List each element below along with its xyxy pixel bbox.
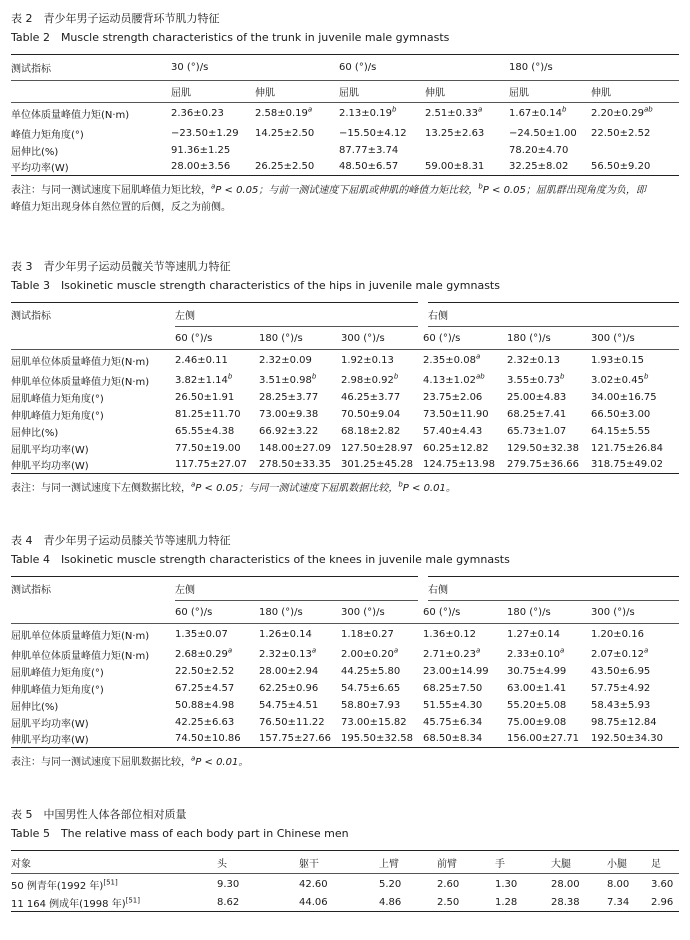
table-5 bbox=[11, 808, 679, 912]
table-cell: 2.32±0.13 bbox=[507, 355, 560, 367]
significance-mark: b bbox=[311, 372, 317, 381]
table-3-grid bbox=[11, 302, 679, 474]
table-row bbox=[11, 350, 679, 372]
table-cell: 70.50±9.04 bbox=[341, 408, 401, 420]
table-cell: 3.02±0.45$^b$ bbox=[591, 372, 649, 386]
table-cell: 127.50±28.97 bbox=[341, 442, 413, 454]
table-5-caption-en: Table 5 The relative mass of each body part in Chinese men bbox=[11, 827, 349, 840]
table-cell: 46.25±3.77 bbox=[341, 391, 401, 403]
row-label: 伸肌平均功率(W) bbox=[11, 461, 89, 473]
significance-mark: a bbox=[643, 646, 649, 655]
table-cell: 3.82±1.14$^b$ bbox=[175, 372, 233, 386]
table-row bbox=[11, 646, 679, 663]
table-row bbox=[11, 731, 679, 748]
column-header: 上臂 bbox=[379, 858, 399, 870]
table-cell: 4.86 bbox=[379, 897, 402, 909]
column-header: 伸肌 bbox=[255, 88, 275, 99]
table-4 bbox=[11, 534, 679, 771]
table-cell: 73.00±9.38 bbox=[259, 408, 319, 420]
table-cell: 98.75±12.84 bbox=[591, 716, 657, 728]
table-3 bbox=[11, 260, 679, 497]
significance-mark: a bbox=[559, 646, 565, 655]
table-cell: 117.75±27.07 bbox=[175, 459, 247, 471]
table-cell: 68.50±8.34 bbox=[423, 733, 483, 745]
table-cell: 8.62 bbox=[217, 897, 240, 909]
table-cell: 91.36±1.25 bbox=[171, 144, 231, 156]
column-header: 300 (°)/s bbox=[591, 332, 635, 344]
significance-mark: b bbox=[393, 372, 399, 381]
table-cell: 318.75±49.02 bbox=[591, 459, 664, 471]
table-row bbox=[11, 372, 679, 389]
table-cell: 157.75±27.66 bbox=[259, 733, 331, 745]
column-header: 对象 bbox=[11, 858, 31, 870]
significance-mark: ab bbox=[643, 105, 653, 114]
column-header: 300 (°)/s bbox=[341, 332, 385, 344]
table-cell: 2.96 bbox=[651, 897, 674, 909]
row-label: 屈肌单位体质量峰值力矩(N·m) bbox=[11, 631, 150, 643]
column-header: 60 (°)/s bbox=[423, 332, 461, 344]
table-cell: 23.00±14.99 bbox=[423, 665, 489, 677]
table-cell: 57.75±4.92 bbox=[591, 682, 651, 694]
table-row bbox=[11, 714, 679, 731]
row-label: 峰值力矩角度(°) bbox=[11, 129, 84, 141]
group-header: 180 (°)/s bbox=[509, 55, 679, 81]
row-label: 伸肌单位体质量峰值力矩(N·m) bbox=[11, 376, 150, 388]
column-header: 屈肌 bbox=[171, 88, 191, 99]
table-cell: 42.25±6.63 bbox=[175, 716, 235, 728]
table-cell: 23.75±2.06 bbox=[423, 391, 483, 403]
table-cell: 9.30 bbox=[217, 878, 240, 890]
table-cell: 278.50±33.35 bbox=[259, 459, 331, 471]
table-cell: 14.25±2.50 bbox=[255, 127, 315, 139]
table-row bbox=[11, 389, 679, 406]
table-cell: 1.26±0.14 bbox=[259, 629, 312, 641]
table-4-caption-en: Table 4 Isokinetic muscle strength characteristics of the knees in juvenile male gymnasts bbox=[11, 553, 510, 566]
table-row bbox=[11, 457, 679, 474]
table-cell: 68.18±2.82 bbox=[341, 425, 401, 437]
table-row bbox=[11, 103, 679, 125]
table-cell: 8.00 bbox=[607, 878, 630, 890]
column-header: 伸肌 bbox=[591, 88, 612, 99]
significance-mark: a bbox=[475, 352, 481, 361]
table-cell: 2.58±0.19$^a$ bbox=[255, 105, 313, 120]
table-cell: 121.75±26.84 bbox=[591, 442, 664, 454]
table-cell: 81.25±11.70 bbox=[175, 408, 241, 420]
table-cell: 1.27±0.14 bbox=[507, 629, 560, 641]
column-header: 伸肌 bbox=[425, 88, 446, 99]
table-3-caption-en: Table 3 Isokinetic muscle strength characteristics of the hips in juvenile male gymnasts bbox=[11, 279, 500, 292]
table-row bbox=[11, 125, 679, 142]
table-cell: 26.25±2.50 bbox=[255, 161, 315, 173]
table-cell: 1.35±0.07 bbox=[175, 629, 228, 641]
significance-mark: b bbox=[227, 372, 233, 381]
table-cell: 66.92±3.22 bbox=[259, 425, 319, 437]
table-cell: 73.00±15.82 bbox=[341, 716, 407, 728]
table-cell: 4.13±1.02$^{ab}$ bbox=[423, 372, 485, 386]
table-cell: 76.50±11.22 bbox=[259, 716, 325, 728]
table-5-grid bbox=[11, 850, 679, 912]
column-header: 180 (°)/s bbox=[507, 332, 551, 344]
table-cell: 28.00±3.56 bbox=[171, 161, 231, 173]
table-4-caption-cn: 表 4 青少年男子运动员膝关节等速肌力特征 bbox=[11, 534, 231, 547]
table-cell: 1.30 bbox=[495, 878, 518, 890]
table-cell: 2.00±0.20$^a$ bbox=[341, 646, 399, 660]
table-4-note: 表注：与同一测试速度下屈肌数据比较，$^a$P < 0.01。 bbox=[11, 754, 249, 768]
table-cell: 156.00±27.71 bbox=[507, 733, 580, 745]
table-cell: 1.93±0.15 bbox=[591, 355, 644, 367]
table-cell: 2.46±0.11 bbox=[175, 355, 228, 367]
row-label: 单位体质量峰值力矩(N·m) bbox=[11, 110, 130, 122]
table-2-caption-en: Table 2 Muscle strength characteristics of the trunk in juvenile male gymnasts bbox=[11, 31, 450, 44]
table-cell: 1.92±0.13 bbox=[341, 355, 394, 367]
table-cell: 51.55±4.30 bbox=[423, 699, 483, 711]
column-header: 前臂 bbox=[437, 858, 457, 870]
table-cell: 2.71±0.23$^a$ bbox=[423, 646, 481, 660]
table-cell: 54.75±6.65 bbox=[341, 682, 401, 694]
table-cell: 1.18±0.27 bbox=[341, 629, 394, 641]
table-cell bbox=[255, 142, 339, 159]
table-row bbox=[11, 440, 679, 457]
table-cell: 74.50±10.86 bbox=[175, 733, 241, 745]
header-cell: 测试指标 bbox=[11, 311, 51, 323]
table-cell: 68.25±7.50 bbox=[423, 682, 483, 694]
row-label: 屈肌峰值力矩角度(°) bbox=[11, 393, 104, 405]
group-header: 右侧 bbox=[423, 303, 679, 327]
table-cell: −24.50±1.00 bbox=[509, 127, 577, 139]
table-row bbox=[11, 874, 679, 895]
table-cell: 2.07±0.12$^a$ bbox=[591, 646, 649, 660]
table-cell: 64.15±5.55 bbox=[591, 425, 651, 437]
column-header: 60 (°)/s bbox=[175, 606, 213, 618]
significance-mark: a bbox=[307, 105, 313, 114]
row-label: 伸肌单位体质量峰值力矩(N·m) bbox=[11, 650, 150, 662]
table-cell: 43.50±6.95 bbox=[591, 665, 651, 677]
table-cell: 2.32±0.09 bbox=[259, 355, 312, 367]
row-label: 50 例青年(1992 年)[51] bbox=[11, 878, 118, 892]
table-2-note: 表注：与同一测试速度下屈肌峰值力矩比较，$^a$P < 0.05；与前一测试速度下屈肌或伸肌的峰值力矩比较，$^b$P < 0.05；屈肌群出现角度为负，即 峰值力矩出现身体自然位置的后侧，反之为前侧。 bbox=[11, 182, 646, 213]
row-label: 伸肌峰值力矩角度(°) bbox=[11, 410, 104, 422]
column-header: 300 (°)/s bbox=[591, 606, 635, 618]
table-cell: 279.75±36.66 bbox=[507, 459, 580, 471]
table-cell: 32.25±8.02 bbox=[509, 161, 569, 173]
table-cell: 192.50±34.30 bbox=[591, 733, 664, 745]
reference-mark: [51] bbox=[125, 896, 140, 905]
table-cell bbox=[591, 142, 679, 159]
table-cell: 129.50±32.38 bbox=[507, 442, 580, 454]
table-cell: 45.75±6.34 bbox=[423, 716, 483, 728]
table-cell: 22.50±2.52 bbox=[591, 127, 651, 139]
table-cell: 55.20±5.08 bbox=[507, 699, 567, 711]
table-cell: 62.25±0.96 bbox=[259, 682, 319, 694]
table-cell: 28.00±2.94 bbox=[259, 665, 319, 677]
row-label: 屈肌单位体质量峰值力矩(N·m) bbox=[11, 357, 150, 369]
column-header: 屈肌 bbox=[339, 88, 360, 99]
table-cell: 1.28 bbox=[495, 897, 518, 909]
table-cell: 68.25±7.41 bbox=[507, 408, 567, 420]
column-header: 躯干 bbox=[299, 858, 319, 870]
significance-mark: a bbox=[311, 646, 317, 655]
table-cell: 3.55±0.73$^b$ bbox=[507, 372, 565, 386]
table-cell: 2.51±0.33$^a$ bbox=[425, 105, 483, 120]
table-cell: 58.80±7.93 bbox=[341, 699, 401, 711]
significance-mark: b bbox=[561, 105, 567, 114]
significance-mark: a bbox=[227, 646, 233, 655]
table-cell: 28.38 bbox=[551, 897, 580, 909]
table-cell: 60.25±12.82 bbox=[423, 442, 489, 454]
table-cell: 2.60 bbox=[437, 878, 460, 890]
table-cell: 7.34 bbox=[607, 897, 630, 909]
table-2-caption-cn: 表 2 青少年男子运动员腰背环节肌力特征 bbox=[11, 12, 220, 25]
row-label: 屈肌平均功率(W) bbox=[11, 444, 89, 456]
significance-mark: a bbox=[393, 646, 399, 655]
row-label: 屈伸比(%) bbox=[11, 146, 59, 158]
table-row bbox=[11, 142, 679, 159]
table-cell: 50.88±4.98 bbox=[175, 699, 235, 711]
column-header: 180 (°)/s bbox=[507, 606, 551, 618]
significance-mark: a bbox=[475, 646, 481, 655]
table-cell: 2.13±0.19$^b$ bbox=[339, 105, 397, 120]
row-label: 平均功率(W) bbox=[11, 163, 69, 175]
table-cell: 28.25±3.77 bbox=[259, 391, 319, 403]
column-header: 180 (°)/s bbox=[259, 332, 303, 344]
table-cell: 2.35±0.08$^a$ bbox=[423, 352, 481, 367]
table-cell: 77.50±19.00 bbox=[175, 442, 241, 454]
table-cell: 2.50 bbox=[437, 897, 460, 909]
table-cell: 65.55±4.38 bbox=[175, 425, 235, 437]
table-row bbox=[11, 406, 679, 423]
row-label: 屈肌峰值力矩角度(°) bbox=[11, 667, 104, 679]
table-cell: 28.00 bbox=[551, 878, 580, 890]
table-cell: 124.75±13.98 bbox=[423, 459, 496, 471]
group-header: 右侧 bbox=[423, 577, 679, 601]
row-label: 屈肌平均功率(W) bbox=[11, 718, 89, 730]
table-cell: 1.67±0.14$^b$ bbox=[509, 105, 567, 120]
table-2-grid bbox=[11, 54, 679, 176]
table-cell: 2.68±0.29$^a$ bbox=[175, 646, 233, 660]
table-row bbox=[11, 624, 679, 646]
group-header: 左侧 bbox=[175, 303, 423, 327]
significance-mark: b bbox=[559, 372, 565, 381]
row-label: 11 164 例成年(1998 年)[51] bbox=[11, 896, 140, 911]
table-3-caption-cn: 表 3 青少年男子运动员髋关节等速肌力特征 bbox=[11, 260, 231, 273]
table-cell: 301.25±45.28 bbox=[341, 459, 413, 471]
table-2 bbox=[11, 12, 679, 216]
table-cell: 67.25±4.57 bbox=[175, 682, 235, 694]
table-cell: 73.50±11.90 bbox=[423, 408, 489, 420]
table-row bbox=[11, 663, 679, 680]
table-row bbox=[11, 680, 679, 697]
table-cell: 75.00±9.08 bbox=[507, 716, 567, 728]
row-label: 屈伸比(%) bbox=[11, 701, 59, 713]
table-row bbox=[11, 423, 679, 440]
header-cell: 测试指标 bbox=[11, 55, 171, 81]
table-cell: 2.32±0.13$^a$ bbox=[259, 646, 317, 660]
table-cell: 25.00±4.83 bbox=[507, 391, 567, 403]
column-header: 60 (°)/s bbox=[423, 606, 461, 618]
table-cell: 34.00±16.75 bbox=[591, 391, 657, 403]
group-header: 左侧 bbox=[175, 577, 423, 601]
significance-mark: b bbox=[643, 372, 649, 381]
table-5-caption-cn: 表 5 中国男性人体各部位相对质量 bbox=[11, 808, 187, 821]
table-cell: 65.73±1.07 bbox=[507, 425, 567, 437]
table-cell: 13.25±2.63 bbox=[425, 127, 485, 139]
column-header: 手 bbox=[495, 858, 505, 870]
table-cell: 56.50±9.20 bbox=[591, 161, 651, 173]
table-cell: 63.00±1.41 bbox=[507, 682, 567, 694]
row-label: 伸肌平均功率(W) bbox=[11, 735, 89, 747]
table-cell: 42.60 bbox=[299, 878, 328, 890]
column-header: 足 bbox=[651, 858, 661, 870]
significance-mark: b bbox=[391, 105, 397, 114]
row-label: 屈伸比(%) bbox=[11, 427, 59, 439]
table-cell bbox=[425, 142, 509, 159]
column-header: 60 (°)/s bbox=[175, 332, 213, 344]
table-cell: 148.00±27.09 bbox=[259, 442, 331, 454]
reference-mark: [51] bbox=[103, 878, 118, 887]
table-row bbox=[11, 697, 679, 714]
table-row bbox=[11, 895, 679, 912]
table-cell: 30.75±4.99 bbox=[507, 665, 567, 677]
header-cell: 测试指标 bbox=[11, 585, 51, 597]
significance-mark: a bbox=[477, 105, 483, 114]
table-cell: 2.36±0.23 bbox=[171, 108, 224, 120]
table-cell: 22.50±2.52 bbox=[175, 665, 235, 677]
table-cell: 54.75±4.51 bbox=[259, 699, 319, 711]
table-cell: 5.20 bbox=[379, 878, 402, 890]
table-cell: 87.77±3.74 bbox=[339, 144, 399, 156]
column-header: 大腿 bbox=[551, 858, 571, 870]
table-cell: 3.60 bbox=[651, 878, 674, 890]
column-header: 180 (°)/s bbox=[259, 606, 303, 618]
table-cell: 66.50±3.00 bbox=[591, 408, 651, 420]
row-label: 伸肌峰值力矩角度(°) bbox=[11, 684, 104, 696]
column-header: 300 (°)/s bbox=[341, 606, 385, 618]
table-cell: 78.20±4.70 bbox=[509, 144, 569, 156]
table-4-grid bbox=[11, 576, 679, 748]
table-cell: 44.06 bbox=[299, 897, 328, 909]
table-cell: 1.20±0.16 bbox=[591, 629, 644, 641]
group-header: 30 (°)/s bbox=[171, 55, 339, 81]
table-cell: −23.50±1.29 bbox=[171, 127, 239, 139]
table-cell: 48.50±6.57 bbox=[339, 161, 399, 173]
table-cell: 57.40±4.43 bbox=[423, 425, 483, 437]
group-header: 60 (°)/s bbox=[339, 55, 509, 81]
table-cell: 195.50±32.58 bbox=[341, 733, 413, 745]
table-cell: −15.50±4.12 bbox=[339, 127, 407, 139]
table-cell: 59.00±8.31 bbox=[425, 161, 485, 173]
column-header: 小腿 bbox=[607, 858, 627, 870]
table-cell: 1.36±0.12 bbox=[423, 629, 476, 641]
table-row bbox=[11, 159, 679, 176]
table-cell: 2.33±0.10$^a$ bbox=[507, 646, 565, 660]
table-cell: 2.20±0.29$^{ab}$ bbox=[591, 105, 653, 120]
column-header: 屈肌 bbox=[509, 88, 530, 99]
table-cell: 58.43±5.93 bbox=[591, 699, 651, 711]
table-cell: 2.98±0.92$^b$ bbox=[341, 372, 399, 386]
table-cell: 3.51±0.98$^b$ bbox=[259, 372, 317, 386]
table-cell: 26.50±1.91 bbox=[175, 391, 235, 403]
column-header: 头 bbox=[217, 858, 227, 870]
table-3-note: 表注：与同一测试速度下左侧数据比较，$^a$P < 0.05；与同一测试速度下屈肌数据比较，$^b$P < 0.01。 bbox=[11, 480, 456, 494]
table-cell: 44.25±5.80 bbox=[341, 665, 401, 677]
significance-mark: ab bbox=[475, 372, 485, 381]
